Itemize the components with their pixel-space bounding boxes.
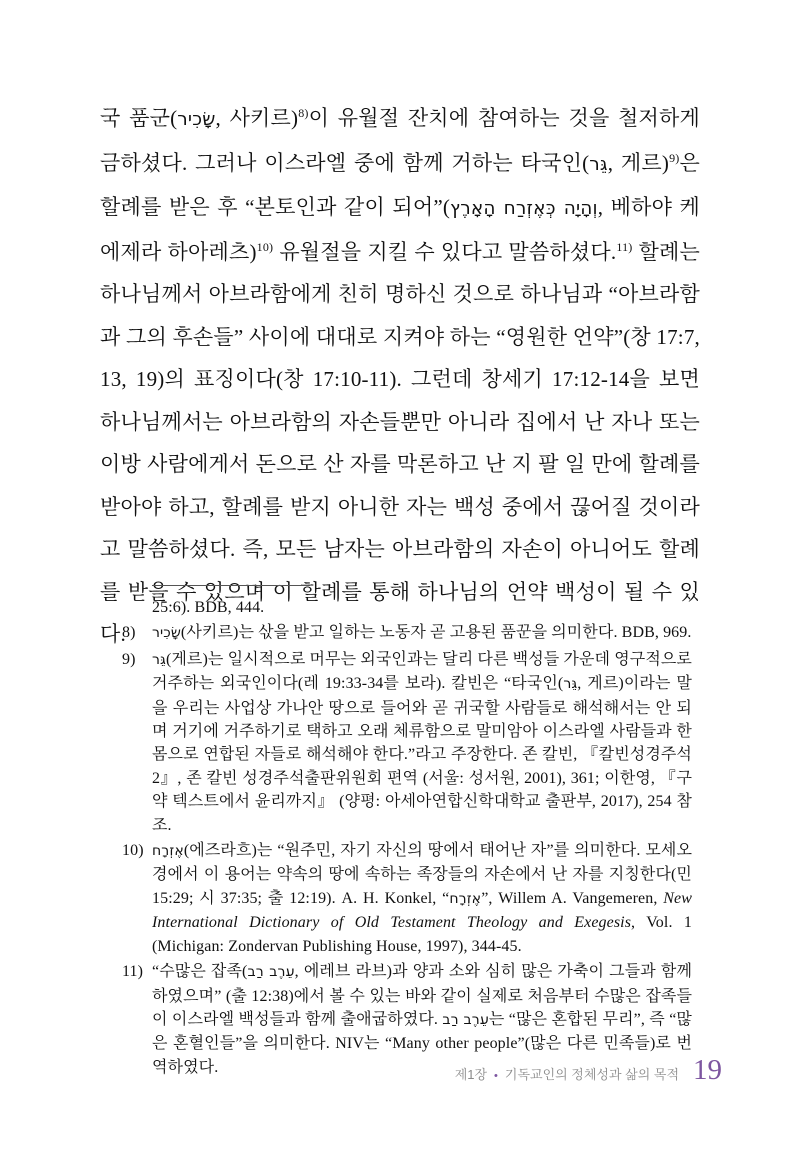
footnote-number: 8)	[122, 624, 136, 642]
footnote-number: 9)	[122, 650, 136, 668]
footnote-text: “수많은 잡족(עֵרֶב רַב, 에레브 라브)과 양과 소와 심히 많은 가축이 그들과 함께 하였으며” (출 12:38)에서 볼 수 있는 바와 같이 실제로 처음부터 수많은 잡족들이 이스라엘 백성들과 함께 출애굽하였다. עֵרֶב רַב는 “많은 혼합된 무리”, 즉 “많은 혼혈인들”을 의미한다. NIV는 “Many other people”(많은 다른 민족들)로 번역하였다.	[152, 963, 692, 1076]
footnote-text: גֵּר(게르)는 일시적으로 머무는 외국인과는 달리 다른 백성들 가운데 영구적으로 거주하는 외국인이다(레 19:33-34를 보라). 칼빈은 “타국인(גֵּר, 게르)이라는 말을 우리는 사업상 가나안 땅으로 들어와 곧 귀국할 사람들로 해석해서는 안 되며 거기에 거주하기로 택하고 오래 체류함으로 말미암아 이스라엘 사람들과 한 몸으로 연합된 자들로 해석해야 한다.”라고 주장한다. 존 칼빈, 『칼빈성경주석 2』, 존 칼빈 성경주석출판위원회 편역 (서울: 성서원, 2001), 361; 이한영, 『구약 텍스트에서 윤리까지』 (양평: 아세아연합신학대학교 출판부, 2017), 254 참조.	[152, 650, 692, 834]
footnote-number: 10)	[122, 842, 144, 860]
footer-chapter-title: 기독교인의 정체성과 삶의 목적	[504, 1067, 679, 1082]
page-footer	[455, 1056, 722, 1085]
footnote-ref: 11)	[616, 239, 633, 254]
body-paragraph: 국 품군(שָׂכִיר, 사키르)$^{8)}$이 유월절 잔치에 참여하는 것을 철저하게 금하셨다. 그러나 이스라엘 중에 함께 거하는 타국인(גֵּר, 게르)$^{9)}$은 할례를 받은 후 “본토인과 같이 되어”(וְהָיָה כְּאֶזְרַח הָאָרֶץ, 베하야 케에제라 하아레츠)$^{10)}$ 유월절을 지킬 수 있다고 말씀하셨다.$^{11)}$ 할례는 하나님께서 아브라함에게 친히 명하신 것으로 하나님과 “아브라함과 그의 후손들” 사이에 대대로 지켜야 하는 “영원한 언약”(창 17:7, 13, 19)의 표징이다(창 17:10-11). 그런데 창세기 17:12-14을 보면 하나님께서는 아브라함의 자손들뿐만 아니라 집에서 난 자나 또는 이방 사람에게서 돈으로 산 자를 막론하고 난 지 팔 일 만에 할례를 받아야 하고, 할례를 받지 아니한 자는 백성 중에서 끊어질 것이라고 말씀하셨다. 즉, 모든 남자는 아브라함의 자손이 아니어도 할례를 받을 수 있으며 이 할례를 통해 하나님의 언약 백성이 될 수 있다.	[100, 106, 700, 646]
footnote-text: שָׂכִיר(사키르)는 삯을 받고 일하는 노동자 곧 고용된 품꾼을 의미한다. BDB, 969.	[152, 624, 692, 642]
footnotes-section	[100, 585, 692, 1081]
footnote-ref: 10)	[256, 239, 274, 254]
footnote-continuation: 25:6). BDB, 444.	[152, 599, 265, 616]
hebrew-term: עֵרֶב רַב	[442, 1011, 489, 1028]
footnote-ref: 9)	[669, 150, 680, 165]
footnote-item	[100, 839, 692, 958]
footnote-number: 11)	[122, 963, 144, 981]
page-number: 19	[693, 1054, 722, 1086]
hebrew-term: גֵּר	[589, 153, 608, 175]
footnote-list	[100, 621, 692, 1079]
footnote-ref: 8)	[298, 106, 309, 120]
footnote-text: אֶזְרָח(에즈라흐)는 “원주민, 자기 자신의 땅에서 태어난 자”를 의미한다. 모세오경에서 이 용어는 약속의 땅에 속하는 족장들의 자손에서 난 자를 지칭한다(민 15:29; 시 37:35; 출 12:19). A. H. Konkel, “אֶזְרָח”, Willem A. Vangemeren, New International Dictionary of Old Testament Theology and Exegesis, Vol. 1 (Michigan: Zondervan Publishing House, 1997), 344-45.	[152, 842, 692, 955]
footnote-separator	[152, 585, 310, 586]
footnote-item	[100, 648, 692, 837]
hebrew-term: אֶזְרָח	[152, 843, 184, 860]
hebrew-term: שָׂכִיר	[177, 109, 216, 130]
hebrew-term: עֵרֶב רַב	[247, 964, 295, 981]
hebrew-term: אֶזְרָח	[449, 890, 482, 907]
hebrew-term: גֵּר	[563, 676, 578, 693]
hebrew-term: וְהָיָה כְּאֶזְרַח הָאָרֶץ	[450, 198, 598, 219]
hebrew-term: שָׂכִיר	[152, 625, 181, 642]
footnote-item	[100, 621, 692, 645]
hebrew-term: גֵּר	[152, 651, 166, 668]
footer-bullet-icon: •	[494, 1070, 498, 1082]
italic-book-title: New International Dictionary of Old Testament Theology and Exegesis	[152, 889, 692, 932]
footer-chapter: 제1장	[454, 1067, 488, 1082]
